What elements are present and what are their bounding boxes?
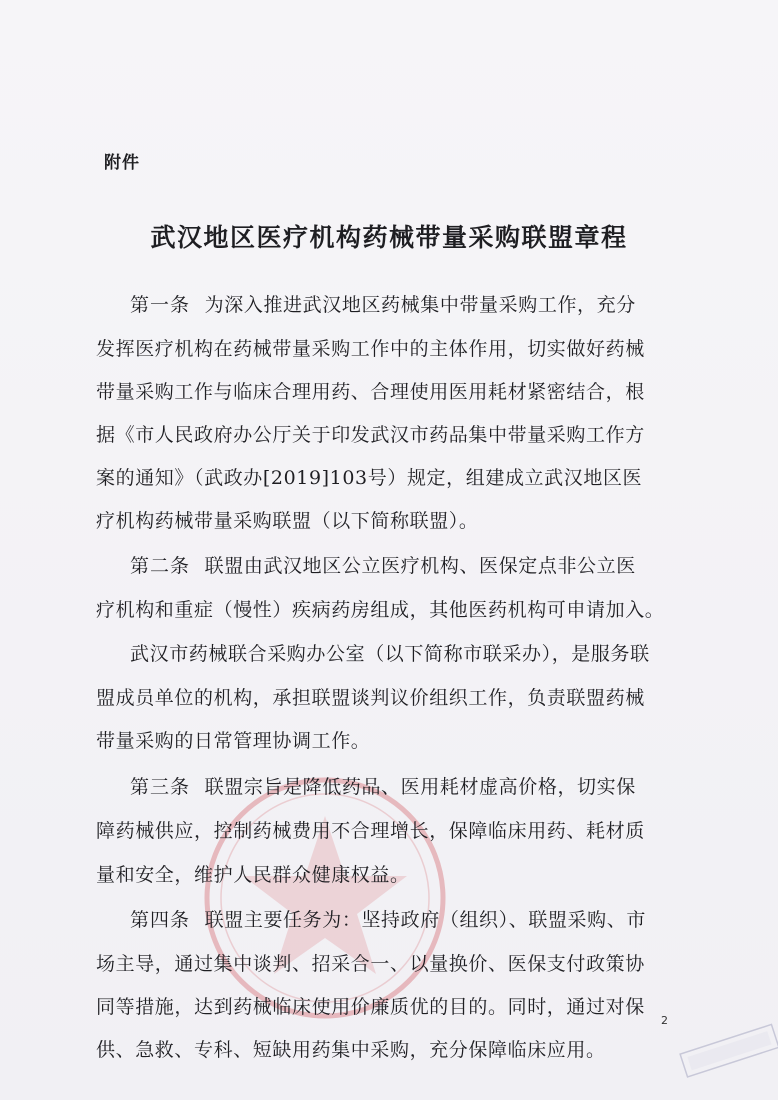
paragraph-line: 同等措施，达到药械临床使用价廉质优的目的。同时，通过对保 [96,996,645,1018]
paragraph-line: 场主导，通过集中谈判、招采合一、以量换价、医保支付政策协 [96,953,645,975]
paragraph-line: 盟成员单位的机构，承担联盟谈判议价组织工作，负责联盟药械 [96,687,645,709]
paragraph-line: 据《市人民政府办公厅关于印发武汉市药品集中带量采购工作方 [96,424,645,446]
paragraph-line: 障药械供应，控制药械费用不合理增长，保障临床用药、耗材质 [96,820,645,842]
attachment-label: 附件 [104,153,140,173]
document-title: 武汉地区医疗机构药械带量采购联盟章程 [150,223,628,252]
paragraph-line: 第四条 联盟主要任务为：坚持政府（组织）、联盟采购、市 [130,909,646,931]
corner-stamp [672,1022,778,1082]
article-label: 第三条 [130,776,191,798]
paragraph-line: 带量采购的日常管理协调工作。 [96,730,371,752]
paragraph-line: 案的通知》（武政办[2019]103号）规定，组建成立武汉地区医 [96,467,643,489]
paragraph-line: 第三条 联盟宗旨是降低药品、医用耗材虚高价格，切实保 [130,776,636,798]
paragraph-line: 发挥医疗机构在药械带量采购工作中的主体作用，切实做好药械 [96,338,645,360]
article-label: 第四条 [130,909,191,931]
paragraph-line: 第一条 为深入推进武汉地区药械集中带量采购工作，充分 [130,294,636,316]
paragraph-line: 量和安全，维护人民群众健康权益。 [96,864,410,886]
article-label: 第一条 [130,294,191,316]
paragraph-line: 疗机构和重症（慢性）疾病药房组成，其他医药机构可申请加入。 [96,599,665,621]
article-label: 第二条 [130,555,191,577]
page-number: 2 [661,1014,668,1027]
paragraph-line: 疗机构药械带量采购联盟（以下简称联盟）。 [96,510,479,532]
paragraph-line: 供、急救、专科、短缺用药集中采购，充分保障临床应用。 [96,1039,606,1061]
paragraph-line: 带量采购工作与临床合理用药、合理使用医用耗材紧密结合，根 [96,381,645,403]
paragraph-line: 第二条 联盟由武汉地区公立医疗机构、医保定点非公立医 [130,555,636,577]
paragraph-line: 武汉市药械联合采购办公室（以下简称市联采办），是服务联 [130,643,650,665]
official-seal [195,768,455,1028]
